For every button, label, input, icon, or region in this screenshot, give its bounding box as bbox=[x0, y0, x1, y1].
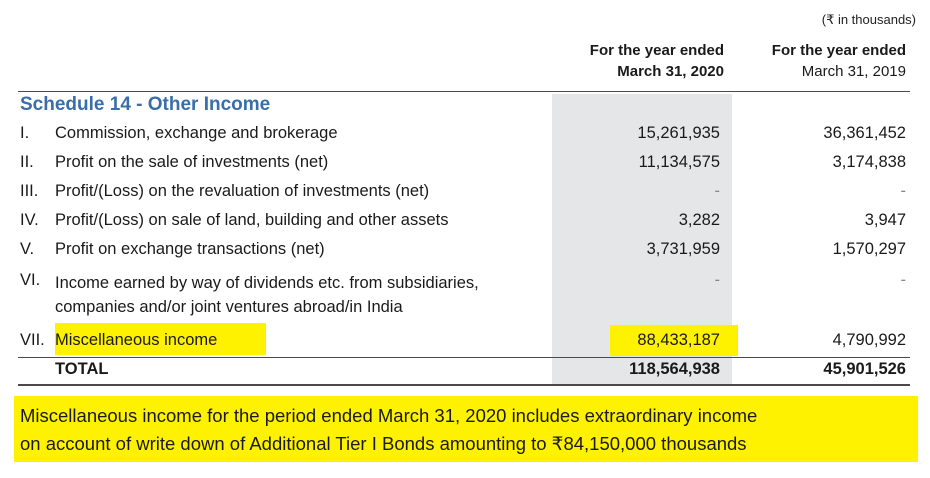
row-number: I. bbox=[20, 124, 30, 142]
value-2020: 3,282 bbox=[678, 211, 720, 229]
value-2020: 15,261,935 bbox=[637, 124, 720, 142]
table-row bbox=[0, 269, 930, 323]
row-number: VI. bbox=[20, 271, 41, 289]
row-label-line1: Income earned by way of dividends etc. from subsidiaries, bbox=[55, 274, 479, 292]
total-bottom-divider bbox=[18, 384, 910, 386]
value-2020: - bbox=[714, 182, 720, 200]
value-2019: 3,174,838 bbox=[832, 153, 906, 171]
table-row bbox=[0, 211, 930, 240]
column-header-2019 bbox=[734, 40, 906, 82]
total-2019: 45,901,526 bbox=[823, 360, 906, 378]
value-2019: 3,947 bbox=[864, 211, 906, 229]
value-2020: 88,433,187 bbox=[637, 331, 720, 349]
schedule-title: Schedule 14 - Other Income bbox=[20, 94, 271, 115]
footnote-line2: on account of write down of Additional Tier I Bonds amounting to ₹84,150,000 thousands bbox=[20, 433, 747, 454]
value-2019: - bbox=[900, 271, 906, 289]
footnote-line1: Miscellaneous income for the period ended March 31, 2020 includes extraordinary income bbox=[20, 405, 758, 426]
row-label: Profit/(Loss) on the revaluation of investments (net) bbox=[55, 182, 430, 200]
table-row bbox=[0, 182, 930, 211]
value-2020: - bbox=[714, 271, 720, 289]
total-top-divider bbox=[18, 357, 910, 358]
column-header-2019-line2: March 31, 2019 bbox=[801, 63, 906, 80]
total-2020: 118,564,938 bbox=[629, 360, 720, 378]
column-header-2020-line1: For the year ended bbox=[589, 42, 724, 59]
row-number: II. bbox=[20, 153, 34, 171]
value-2019: - bbox=[900, 182, 906, 200]
table-row bbox=[0, 124, 930, 153]
row-label: Profit on exchange transactions (net) bbox=[55, 240, 325, 258]
value-2019: 36,361,452 bbox=[823, 124, 906, 142]
table-row bbox=[0, 331, 930, 360]
row-label: Profit/(Loss) on sale of land, building and other assets bbox=[55, 211, 449, 229]
row-number: V. bbox=[20, 240, 35, 258]
value-2020: 11,134,575 bbox=[638, 153, 720, 171]
value-2019: 1,570,297 bbox=[832, 240, 906, 258]
row-label: Miscellaneous income bbox=[55, 331, 218, 349]
row-label: Commission, exchange and brokerage bbox=[55, 124, 338, 142]
table-row bbox=[0, 153, 930, 182]
value-2020: 3,731,959 bbox=[646, 240, 720, 258]
units-caption: (₹ in thousands) bbox=[821, 12, 916, 27]
row-number: VII. bbox=[20, 331, 45, 349]
table-row bbox=[0, 240, 930, 269]
row-label-line2: companies and/or joint ventures abroad/in India bbox=[55, 298, 403, 316]
column-header-2020-line2: March 31, 2020 bbox=[617, 63, 724, 80]
total-label: TOTAL bbox=[55, 360, 109, 378]
value-2019: 4,790,992 bbox=[832, 331, 906, 349]
header-divider bbox=[18, 91, 910, 92]
row-number: III. bbox=[20, 182, 39, 200]
column-header-2019-line1: For the year ended bbox=[771, 42, 906, 59]
footnote bbox=[20, 402, 920, 458]
row-number: IV. bbox=[20, 211, 39, 229]
row-label: Profit on the sale of investments (net) bbox=[55, 153, 329, 171]
column-header-2020 bbox=[552, 40, 724, 82]
